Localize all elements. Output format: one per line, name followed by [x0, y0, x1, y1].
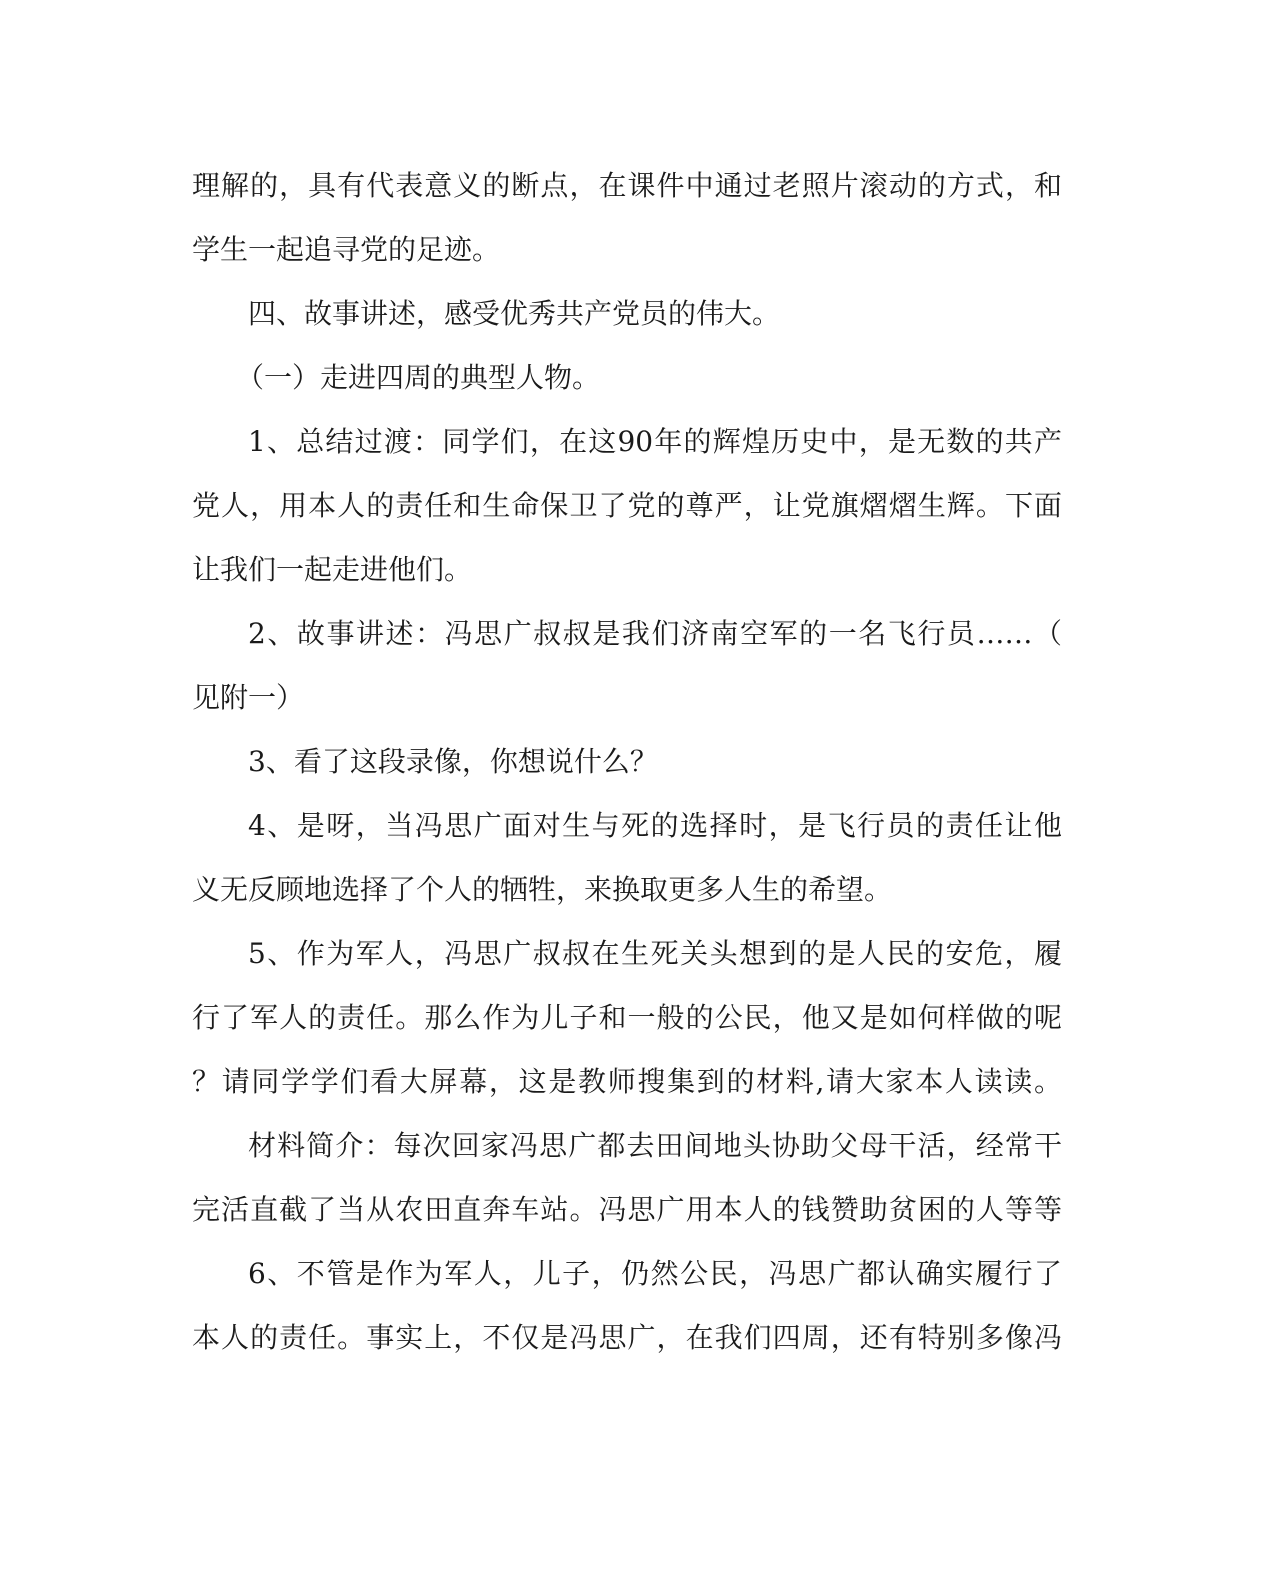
- body-line-2: 学生一起追寻党的足迹。: [192, 233, 501, 266]
- body-line-9: 见附一）: [192, 681, 305, 714]
- body-line-14: 行了军人的责任。那么作为儿子和一般的公民，他又是如何样做的呢: [192, 1001, 1062, 1034]
- body-line-18: 6、不管是作为军人，儿子，仍然公民，冯思广都认确实履行了: [248, 1257, 1062, 1290]
- body-line-7: 让我们一起走进他们。: [192, 553, 473, 586]
- subsection-heading-1: （一）走进四周的典型人物。: [236, 361, 601, 394]
- body-line-1: 理解的，具有代表意义的断点，在课件中通过老照片滚动的方式，和: [192, 169, 1062, 202]
- body-line-12: 义无反顾地选择了个人的牺牲，来换取更多人生的希望。: [192, 873, 893, 906]
- body-line-16: 材料简介：每次回家冯思广都去田间地头协助父母干活，经常干: [248, 1129, 1062, 1162]
- body-line-11: 4、是呀，当冯思广面对生与死的选择时，是飞行员的责任让他: [248, 809, 1062, 842]
- body-line-10: 3、看了这段录像，你想说什么？: [248, 745, 658, 778]
- body-line-17: 完活直截了当从农田直奔车站。冯思广用本人的钱赞助贫困的人等等: [192, 1193, 1062, 1226]
- section-heading-4: 四、故事讲述，感受优秀共产党员的伟大。: [248, 297, 781, 330]
- body-line-5: 1、总结过渡：同学们，在这90年的辉煌历史中，是无数的共产: [248, 425, 1062, 458]
- body-line-6: 党人，用本人的责任和生命保卫了党的尊严，让党旗熠熠生辉。下面: [192, 489, 1062, 522]
- body-line-19: 本人的责任。事实上，不仅是冯思广，在我们四周，还有特别多像冯: [192, 1321, 1062, 1354]
- body-line-13: 5、作为军人，冯思广叔叔在生死关头想到的是人民的安危，履: [248, 937, 1062, 970]
- body-line-15: ？请同学学们看大屏幕，这是教师搜集到的材料,请大家本人读读。: [192, 1065, 1062, 1098]
- body-line-8: 2、故事讲述：冯思广叔叔是我们济南空军的一名飞行员……（: [248, 617, 1062, 650]
